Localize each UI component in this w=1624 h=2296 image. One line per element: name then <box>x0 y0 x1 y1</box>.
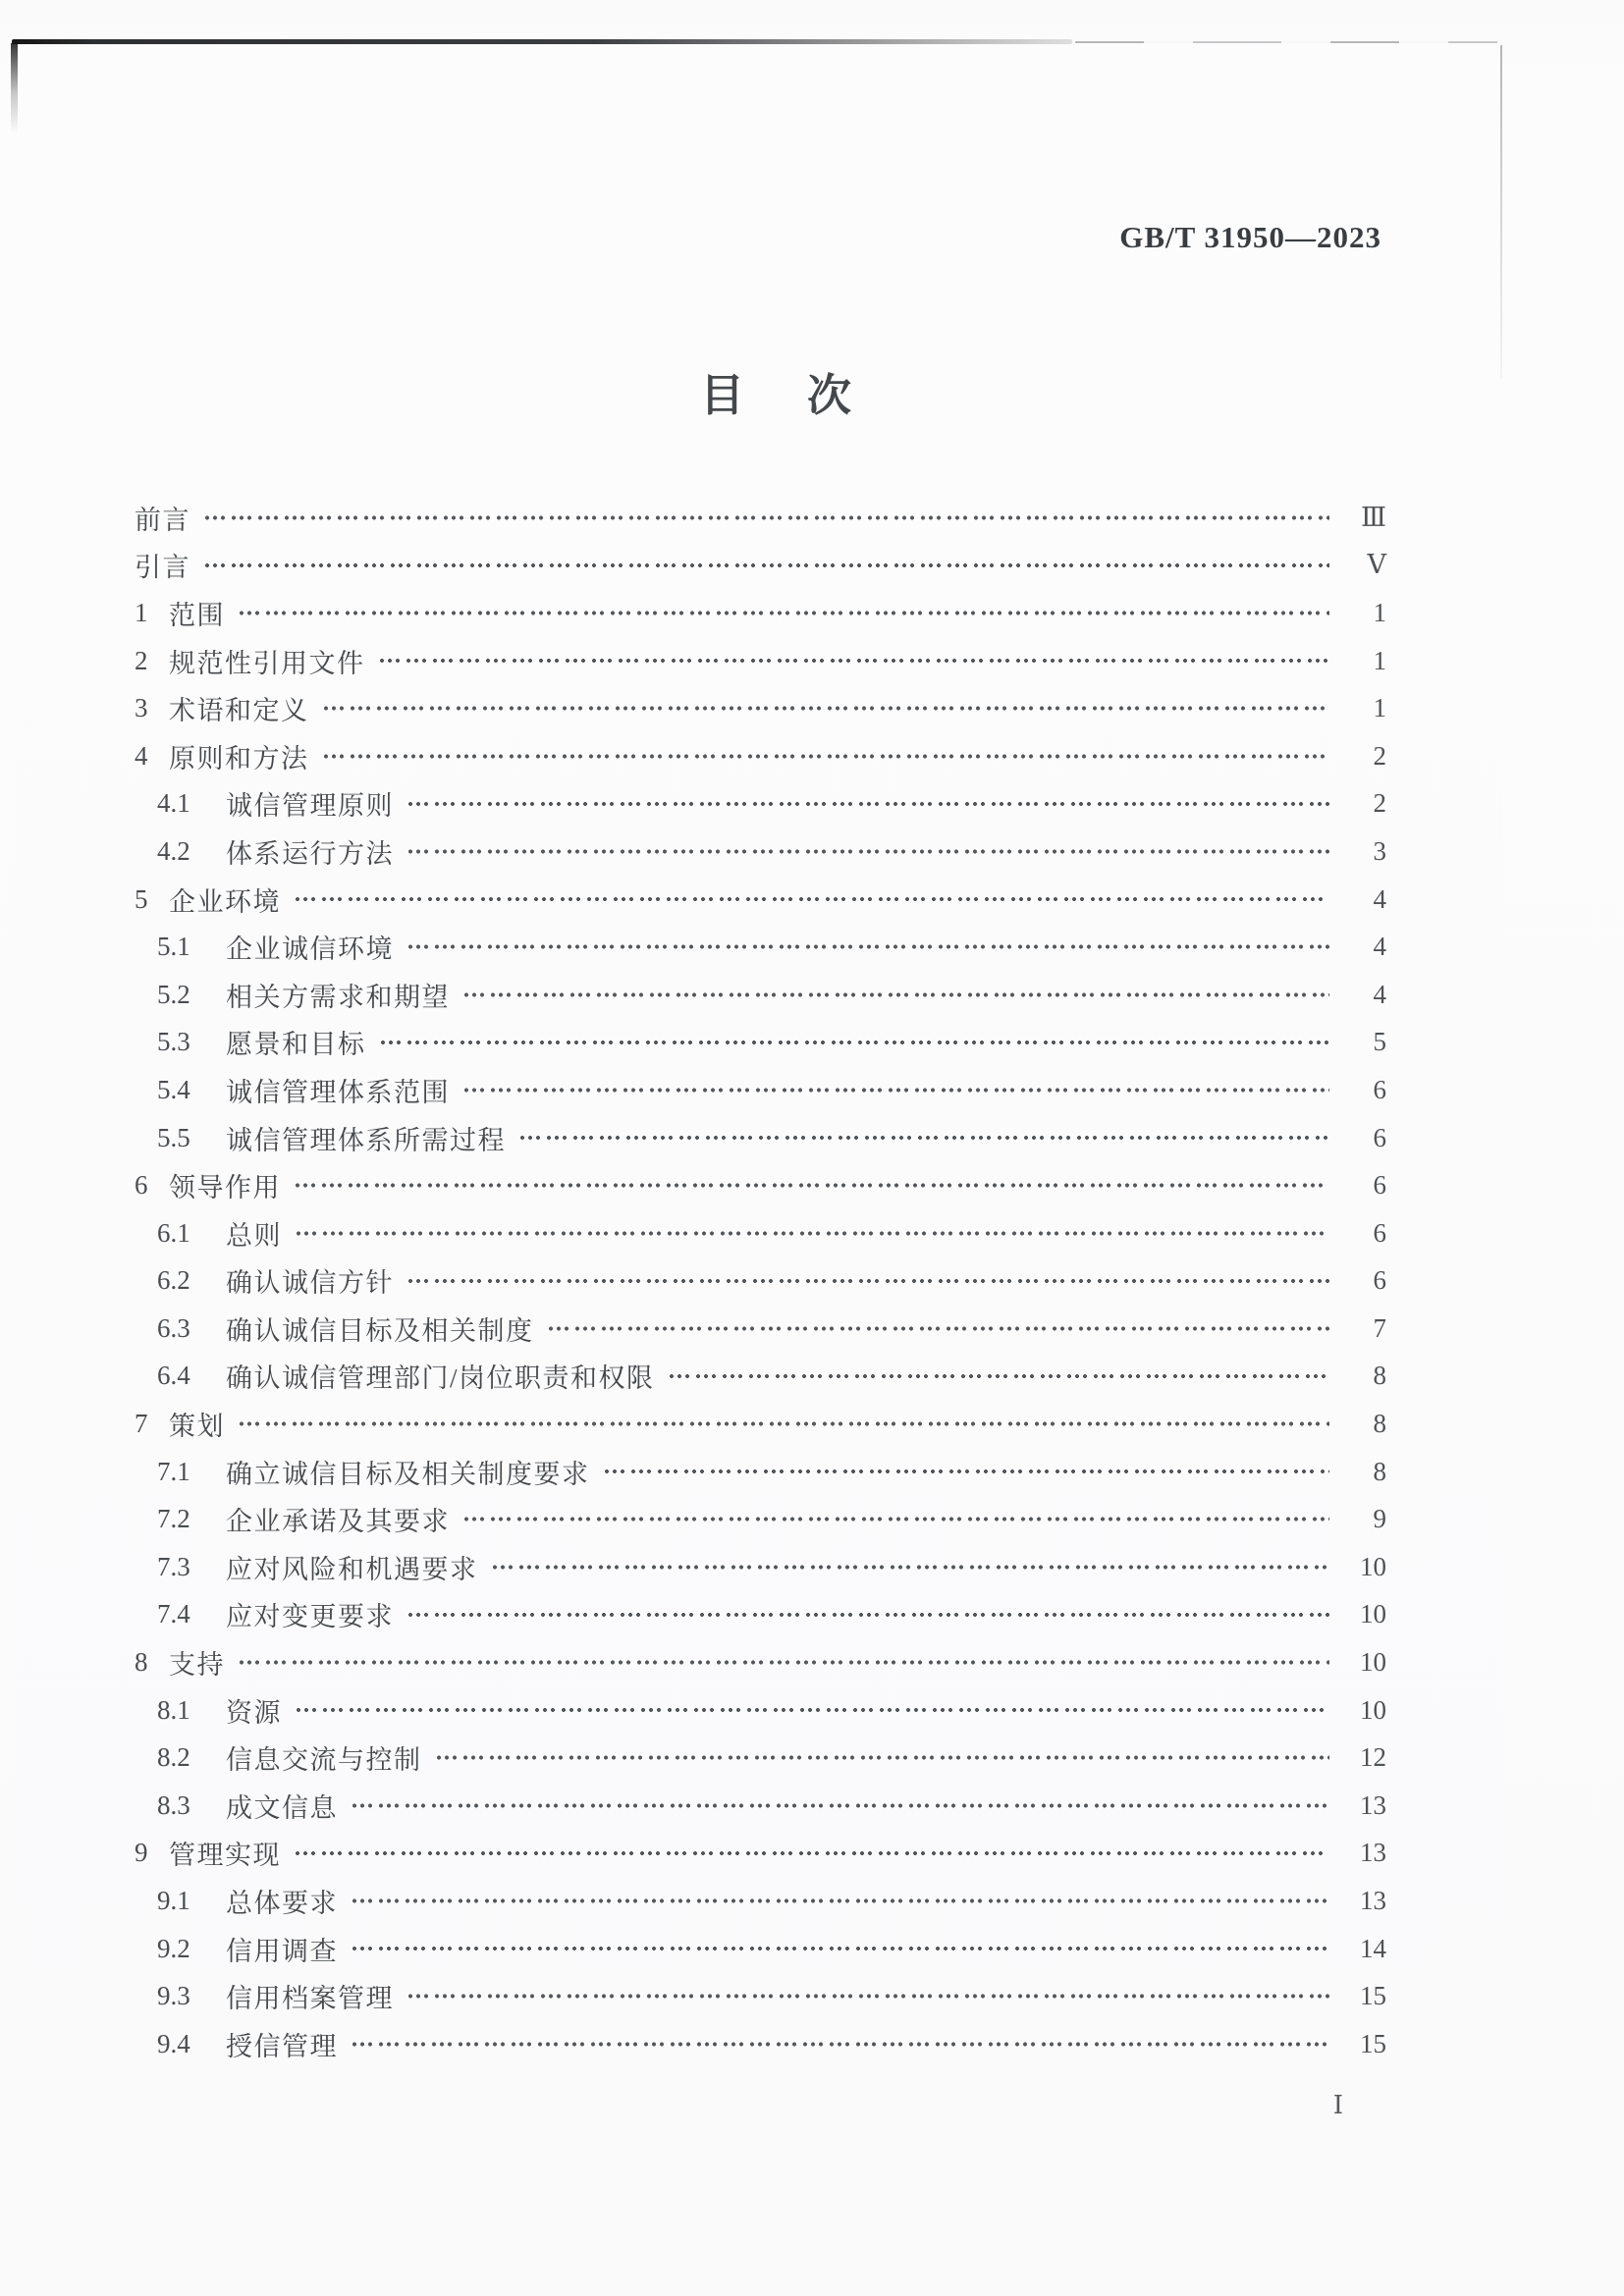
toc-entry-number: 5.3 <box>157 1027 190 1057</box>
toc-row <box>0 780 1624 828</box>
toc-page-number: 10 <box>1360 1551 1386 1581</box>
toc-dot-leader <box>407 780 1329 828</box>
toc-row <box>0 684 1624 732</box>
toc-page-number: 1 <box>1373 597 1386 627</box>
toc-dot-leader <box>669 1353 1329 1401</box>
toc-entry-number: 5.1 <box>157 932 190 962</box>
toc-page-number: Ⅲ <box>1360 502 1386 532</box>
toc-list <box>0 494 1624 2068</box>
toc-entry-label: 信用档案管理 <box>226 1984 394 2014</box>
toc-page-number: 9 <box>1373 1504 1386 1534</box>
toc-entry-label: 引言 <box>135 553 190 583</box>
toc-page-number: 4 <box>1373 883 1386 914</box>
toc-page-number: 1 <box>1373 645 1386 675</box>
toc-entry-number: 9 <box>135 1838 148 1868</box>
toc-entry-label: 企业诚信环境 <box>226 934 394 965</box>
toc-page-number: 1 <box>1373 693 1386 723</box>
toc-page-number: 2 <box>1373 788 1386 819</box>
toc-page-number: 15 <box>1360 1981 1386 2011</box>
toc-entry-label: 总则 <box>226 1220 282 1251</box>
toc-row <box>0 1972 1624 2020</box>
toc-entry-label: 授信管理 <box>226 2031 338 2061</box>
toc-dot-leader <box>323 684 1330 732</box>
toc-row <box>0 1353 1624 1401</box>
toc-entry-label: 应对变更要求 <box>226 1602 394 1632</box>
toc-dot-leader <box>239 1638 1329 1686</box>
toc-entry-number: 7.3 <box>157 1551 190 1581</box>
folio-page-number: Ⅰ <box>1332 2091 1343 2119</box>
toc-entry-number: 2 <box>135 645 148 675</box>
toc-entry-label: 相关方需求和期望 <box>226 982 450 1012</box>
toc-dot-leader <box>352 1925 1329 1973</box>
toc-entry-number: 8.2 <box>157 1742 190 1773</box>
toc-entry-number: 8.1 <box>157 1694 190 1725</box>
toc-dot-leader <box>295 876 1329 924</box>
toc-page-number: 2 <box>1373 740 1386 771</box>
toc-entry-label: 确立诚信目标及相关制度要求 <box>226 1459 590 1489</box>
toc-entry-label: 确认诚信方针 <box>226 1268 394 1299</box>
scan-artifact-top-line-faint <box>1075 41 1497 43</box>
toc-entry-number: 6 <box>135 1170 148 1201</box>
toc-row <box>0 1161 1624 1209</box>
toc-dot-leader <box>407 1591 1329 1639</box>
toc-dot-leader <box>436 1734 1330 1782</box>
toc-row <box>0 1686 1624 1735</box>
toc-row <box>0 828 1624 876</box>
toc-row <box>0 589 1624 637</box>
toc-page-number: 14 <box>1360 1933 1386 1963</box>
toc-entry-number: 4 <box>135 740 148 771</box>
toc-dot-leader <box>352 2020 1329 2068</box>
toc-dot-leader <box>463 1066 1329 1114</box>
toc-row <box>0 1114 1624 1162</box>
toc-row <box>0 1257 1624 1306</box>
toc-entry-label: 管理实现 <box>169 1841 281 1871</box>
toc-entry-label: 术语和定义 <box>169 696 309 726</box>
toc-entry-label: 范围 <box>169 600 225 630</box>
toc-entry-label: 确认诚信目标及相关制度 <box>226 1315 534 1346</box>
toc-dot-leader <box>352 1877 1329 1925</box>
toc-entry-label: 成文信息 <box>226 1792 338 1823</box>
toc-entry-label: 愿景和目标 <box>226 1030 366 1060</box>
toc-page-number: 4 <box>1373 979 1386 1009</box>
toc-page-number: 6 <box>1373 1170 1386 1201</box>
toc-dot-leader <box>296 1209 1329 1257</box>
toc-row <box>0 876 1624 924</box>
toc-dot-leader <box>204 542 1329 590</box>
toc-entry-number: 3 <box>135 693 148 723</box>
toc-dot-leader <box>407 1972 1329 2020</box>
toc-entry-label: 体系运行方法 <box>226 838 394 869</box>
toc-row <box>0 1400 1624 1448</box>
toc-page-number: 6 <box>1373 1122 1386 1152</box>
toc-row <box>0 1925 1624 1973</box>
toc-dot-leader <box>323 732 1330 780</box>
toc-entry-number: 4.1 <box>157 788 190 819</box>
toc-row <box>0 923 1624 971</box>
toc-entry-label: 企业承诺及其要求 <box>226 1507 450 1537</box>
toc-dot-leader <box>352 1782 1329 1830</box>
toc-entry-number: 5.5 <box>157 1122 190 1152</box>
toc-dot-leader <box>463 1495 1329 1543</box>
toc-page-number: 7 <box>1373 1312 1386 1343</box>
toc-entry-label: 原则和方法 <box>169 743 309 774</box>
toc-page-number: 8 <box>1373 1361 1386 1391</box>
toc-entry-number: 7.4 <box>157 1599 190 1629</box>
toc-row <box>0 1543 1624 1591</box>
toc-dot-leader <box>407 828 1329 876</box>
toc-row <box>0 1877 1624 1925</box>
scan-artifact-top-line <box>12 39 1072 44</box>
toc-row <box>0 494 1624 542</box>
toc-entry-label: 企业环境 <box>169 886 281 917</box>
toc-entry-label: 总体要求 <box>226 1889 338 1919</box>
toc-dot-leader <box>407 1257 1329 1306</box>
toc-entry-label: 支持 <box>169 1650 225 1681</box>
toc-dot-leader <box>295 1161 1329 1209</box>
toc-entry-label: 诚信管理原则 <box>226 791 394 822</box>
toc-page-number: 10 <box>1360 1647 1386 1678</box>
toc-dot-leader <box>295 1830 1329 1878</box>
toc-page-number: 4 <box>1373 932 1386 962</box>
toc-dot-leader <box>407 923 1329 971</box>
toc-entry-number: 6.4 <box>157 1361 190 1391</box>
toc-page-number: 6 <box>1373 1074 1386 1104</box>
toc-page-number: 15 <box>1360 2028 1386 2058</box>
toc-dot-leader <box>239 1400 1329 1448</box>
toc-dot-leader <box>380 1019 1330 1067</box>
toc-dot-leader <box>204 494 1329 542</box>
toc-entry-label: 资源 <box>226 1697 282 1728</box>
toc-row <box>0 1782 1624 1830</box>
toc-dot-leader <box>296 1686 1329 1735</box>
scan-artifact-right-edge <box>1500 45 1502 379</box>
toc-row <box>0 1830 1624 1878</box>
toc-entry-label: 确认诚信管理部门/岗位职责和权限 <box>226 1363 655 1394</box>
toc-entry-number: 7.2 <box>157 1504 190 1534</box>
toc-entry-label: 诚信管理体系所需过程 <box>226 1125 506 1155</box>
toc-entry-label: 规范性引用文件 <box>169 648 365 678</box>
toc-entry-number: 9.1 <box>157 1886 190 1916</box>
toc-page-number: 8 <box>1373 1409 1386 1439</box>
toc-entry-number: 9.2 <box>157 1933 190 1963</box>
page-title <box>0 359 1551 423</box>
toc-dot-leader <box>519 1114 1329 1162</box>
toc-page-number: 6 <box>1373 1265 1386 1296</box>
toc-entry-number: 1 <box>135 597 148 627</box>
toc-page-number: 13 <box>1360 1838 1386 1868</box>
toc-entry-number: 8 <box>135 1647 148 1678</box>
toc-entry-label: 领导作用 <box>169 1173 281 1203</box>
toc-entry-label: 应对风险和机遇要求 <box>226 1554 478 1584</box>
toc-page-number: 13 <box>1360 1886 1386 1916</box>
toc-entry-number: 9.4 <box>157 2028 190 2058</box>
toc-row <box>0 2020 1624 2068</box>
toc-entry-label: 诚信管理体系范围 <box>226 1077 450 1107</box>
toc-page-number: 8 <box>1373 1456 1386 1486</box>
toc-entry-number: 4.2 <box>157 835 190 866</box>
toc-dot-leader <box>548 1305 1330 1353</box>
toc-page-number: 10 <box>1360 1599 1386 1629</box>
toc-row <box>0 1209 1624 1257</box>
toc-row <box>0 1495 1624 1543</box>
toc-dot-leader <box>492 1543 1330 1591</box>
toc-entry-number: 8.3 <box>157 1789 190 1820</box>
toc-page-number: 13 <box>1360 1789 1386 1820</box>
toc-row <box>0 1305 1624 1353</box>
toc-entry-number: 6.3 <box>157 1312 190 1343</box>
toc-page-number: 6 <box>1373 1217 1386 1248</box>
scan-artifact-corner-shadow <box>11 43 18 133</box>
toc-entry-number: 5.4 <box>157 1074 190 1104</box>
toc-entry-label: 信用调查 <box>226 1936 338 1966</box>
toc-entry-label: 前言 <box>135 505 190 535</box>
page-title-char-1: 目 <box>699 371 744 420</box>
standard-number-header: GB/T 31950—2023 <box>1119 220 1381 254</box>
toc-page-number: 10 <box>1360 1694 1386 1725</box>
toc-page-number: 12 <box>1360 1742 1386 1773</box>
toc-entry-number: 7.1 <box>157 1456 190 1486</box>
toc-row <box>0 542 1624 590</box>
toc-page-number: 3 <box>1373 835 1386 866</box>
toc-row <box>0 971 1624 1019</box>
toc-page-number: 5 <box>1373 1027 1386 1057</box>
toc-page-number: Ⅴ <box>1367 550 1386 580</box>
toc-dot-leader <box>604 1448 1330 1496</box>
toc-row <box>0 732 1624 780</box>
toc-entry-number: 6.2 <box>157 1265 190 1296</box>
toc-entry-number: 9.3 <box>157 1981 190 2011</box>
toc-dot-leader <box>239 589 1329 637</box>
page-title-char-2: 次 <box>807 371 852 420</box>
toc-row <box>0 1638 1624 1686</box>
toc-entry-number: 6.1 <box>157 1217 190 1248</box>
toc-dot-leader <box>379 637 1330 685</box>
toc-row <box>0 1591 1624 1639</box>
toc-row <box>0 1734 1624 1782</box>
toc-row <box>0 637 1624 685</box>
toc-row <box>0 1019 1624 1067</box>
toc-entry-label: 策划 <box>169 1412 225 1442</box>
toc-entry-number: 5 <box>135 883 148 914</box>
toc-dot-leader <box>463 971 1329 1019</box>
toc-row <box>0 1448 1624 1496</box>
toc-entry-number: 7 <box>135 1409 148 1439</box>
toc-entry-number: 5.2 <box>157 979 190 1009</box>
toc-entry-label: 信息交流与控制 <box>226 1745 422 1776</box>
toc-row <box>0 1066 1624 1114</box>
